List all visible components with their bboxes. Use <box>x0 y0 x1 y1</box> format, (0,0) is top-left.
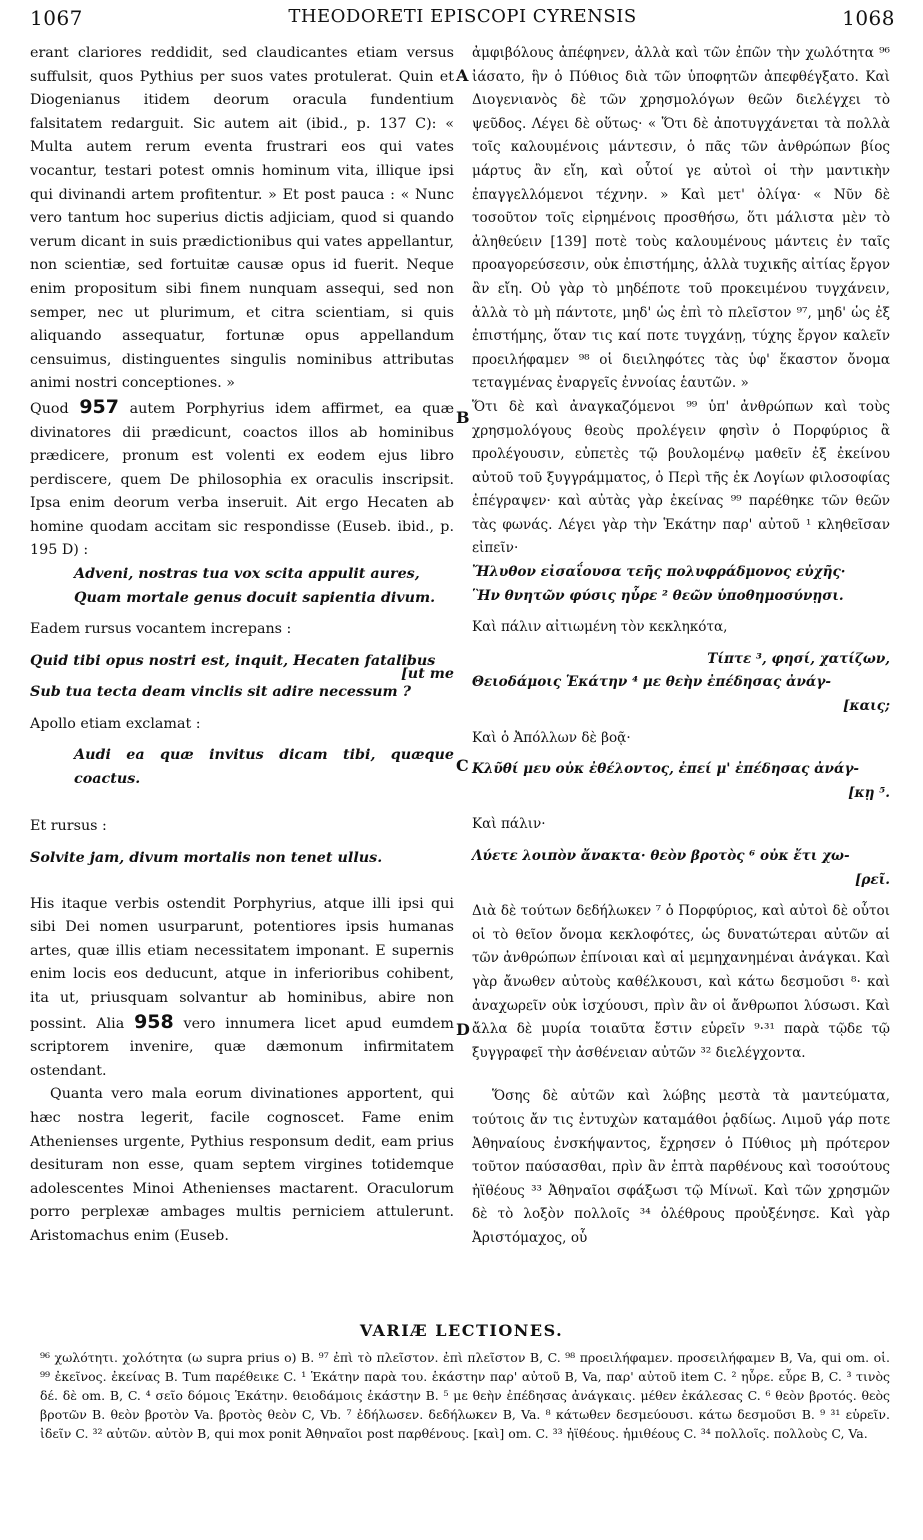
column-number-957: 957 <box>79 395 119 418</box>
latin-line-3: Apollo etiam exclamat : <box>30 715 201 732</box>
latin-line-2: Eadem rursus vocantem increpans : <box>30 621 292 638</box>
greek-paragraph-6: Ὅσης δὲ αὐτῶν καὶ λώβης μεστὰ τὰ μαντεύματα, τούτοις ἄν τις ἐντυχὼν καταμάθοι ῥᾳδίως. Λιμοῦ γάρ ποτε Ἀθηναίους ἐνσκήψαντος, ἔχρησεν ὁ Πύθιος μὴ πρότερον τοῦτον παύσασθαι, πρὶν ἂν ἑπτὰ παρθένους καὶ τοσούτους ἠϊθέους ³³ Ἀθηναῖοι σφάξωσι τῷ Μίνωϊ. Καὶ τῶν χρησμῶν δὲ τὸ λοξὸν πολλοῖς ³⁴ ὀλέθρους προὐξένησε. Καὶ γὰρ Ἀριστόμαχος, οὗ <box>472 1088 890 1246</box>
latin-verse-1a: Adveni, nostras tua vox scita appulit aures, <box>74 566 420 583</box>
greek-paragraph-1: ἀμφιβόλους ἀπέφηνεν, ἀλλὰ καὶ τῶν ἐπῶν τὴν χωλότητα ⁹⁶ ἰάσατο, ἣν ὁ Πύθιος διὰ τῶν ὑποφητῶν ἀπεφθέγξατο. Καὶ Διογενιανὸς δὲ τῶν χρησμολόγων θεῶν διελέγχει τὸ ψεῦδος. Λέγει δὲ οὕτως· « Ὅτι δὲ ἀποτυγχάνεται τὰ πολλὰ τοῖς καλουμένοις μάντεσιν, ὁ πᾶς τῶν ἀνθρώπων βίος μάρτυς ἂν εἴη, καὶ οὗτοί γε αὐτοὶ οἱ τὴν μαντικὴν ἐπαγγελλόμενοι τέχνην. » Καὶ μετ' ὀλίγα· « Νῦν δὲ τοσοῦτον τοῖς εἰρημένοις προσθήσω, ὅτι μάλιστα μὲν τὸ ἀληθεύειν [139] ποτὲ τοὺς καλουμένους μάντεις ἐν ταῖς προαγορεύσεσιν, οὐκ ἐπιστήμης, ἀλλὰ τυχικῆς αἰτίας ἔργον ἂν εἴη. Οὐ γὰρ τὸ μηδέποτε τοῦ προκειμένου τυγχάνειν, ἀλλὰ τὸ μὴ πάντοτε, μηδ' ὡς ἐπὶ τὸ πλεῖστον ⁹⁷, μηδ' ὡς ἐξ ἐπιστήμης, ὅταν τις καί ποτε τυγχάνῃ, τύχης ἔργον καλεῖν προειλήφαμεν ⁹⁸ οἱ διειληφότες τὰς ὑφ' ἕκαστον ὄνομα τεταγμένας ἐναργεῖς ἐννοίας ἑαυτῶν. » <box>472 45 890 392</box>
page-header <box>30 6 895 34</box>
section-marker-a: A <box>456 66 469 85</box>
greek-paragraph-2: Ὅτι δὲ καὶ ἀναγκαζόμενοι ⁹⁹ ὑπ' ἀνθρώπων καὶ τοὺς χρησμολόγους θεοὺς προλέγειν φησὶν ὁ Πορφύριος ἃ προλέγουσιν, εὐπετὲς τῷ βουλομένῳ μαθεῖν ἐξ ἐκείνου αὐτοῦ τοῦ ξυγγράμματος, ὁ Περὶ τῆς ἐκ Λογίων φιλοσοφίας ἐπέγραψεν· καὶ αὐτὰς γὰρ ἐκείνας ⁹⁹ παρέθηκε τῶν θεῶν τὰς φωνάς. Λέγει γὰρ τὴν Ἑκάτην παρ' αὐτοῦ ¹ κληθεῖσαν εἰπεῖν· <box>472 398 890 557</box>
latin-p5-text: His itaque verbis ostendit Porphyrius, atque illi ipsi qui sibi Dei nomen usurparunt, potentiores ipsis humanas artes, quæ illis etiam necessitatem imponant. E supernis enim locis eos deducunt, atque in inferioribus cohibent, ita ut, priusquam solvantur ab hominibus, abire non possint. Alia <box>30 895 454 1032</box>
running-title: THEODORETI EPISCOPI CYRENSIS <box>288 6 637 27</box>
greek-verse-2a: Τίπτε ³, φησί, χατίζων, <box>707 650 890 667</box>
page-number-left: 1067 <box>30 6 83 30</box>
latin-verse-4: Solvite jam, divum mortalis non tenet ullus. <box>30 850 383 866</box>
section-marker-b: B <box>456 408 470 427</box>
latin-p2-pre: Quod <box>30 400 69 417</box>
latin-paragraph-5 <box>30 893 454 1084</box>
latin-verse-2b: Sub tua tecta deam vinclis sit adire necessum ? <box>30 684 411 701</box>
greek-line-3: Καὶ ὁ Ἀπόλλων δὲ βοᾷ· <box>472 729 631 746</box>
variae-lectiones-heading: VARIÆ LECTIONES. <box>359 1321 564 1340</box>
latin-p2-text: autem Porphyrius idem affirmet, ea quæ divinatores dii prædicunt, coactos illos ab hominibus prædicere, pronum est volenti ex eodem ejus libro perdiscere, quem De philosophia ex oraculis inscripsit. Ipsa enim deorum verba inseruit. Ait ergo Hecaten ab homine quodam accitam sic respondisse (Euseb. ibid., p. 195 D) : <box>30 400 455 559</box>
greek-verse-4a: Λύετε λοιπὸν ἄνακτα· θεὸν βροτὸς ⁶ οὐκ ἔτι χω- <box>472 848 850 864</box>
page-number-right: 1068 <box>842 6 895 30</box>
latin-paragraph-2 <box>30 396 454 563</box>
latin-paragraph-6: Quanta vero mala eorum divinationes apportent, qui hæc nostra legerit, facile cognoscet. Fame enim Athenienses urgente, Pythius responsum dedit, eam prius desituram non esse, quam septem virgines totidemque adolescentes Minoi Athenienses mactarent. Oraculorum porro perplexæ ambages multis perniciem attulerunt. Aristomachus enim (Euseb. <box>30 1086 454 1244</box>
greek-verse-3a: Κλῦθί μευ οὐκ ἐθέλοντος, ἐπεί μ' ἐπέδησας ἀνάγ- <box>472 761 860 778</box>
latin-p5b-text: vero innumera licet apud eumdem scriptorem invenire, quæ dæmonum infirmitatem ostendant. <box>30 1015 454 1079</box>
greek-verse-2c: [καις; <box>843 698 890 715</box>
latin-verse-1b: Quam mortale genus docuit sapientia divum. <box>74 589 436 606</box>
section-marker-c: C <box>456 756 469 775</box>
latin-paragraph-1: erant clariores reddidit, sed claudicantes etiam versus suffulsit, quos Pythius per suos vates protulerat. Quin et Diogenianus itidem deorum oracula fundentium falsitatem redarguit. Sic autem ait (ibid., p. 137 C): « Multa autem rerum eventa frustrari eos qui vates vocantur, testari potest omnis hominum vita, illique ipsi qui divinandi artem profitentur. » Et post pauca : « Nunc vero tantum hoc superius dictis adjiciam, quod si quando verum dicant in suis prædictionibus qui vates appellantur, non scientiæ, sed fortuitæ causæ opus id fuerit. Neque enim propositum sibi finem nunquam assequi, sed non semper, nec ut plurimum, et citra scientiam, si quis aliquando assequatur, fortunæ opus appellandum censuimus, distinguentes singulis nominibus attributas animi nostri conceptiones. » <box>30 45 454 392</box>
latin-verse-2a-cont: [ut me <box>401 666 454 683</box>
greek-line-2: Καὶ πάλιν αἰτιωμένη τὸν κεκληκότα, <box>472 619 728 636</box>
variae-lectiones-notes: ⁹⁶ χωλότητι. χολότητα (ω supra prius ο) B. ⁹⁷ ἐπὶ τὸ πλεῖστον. ἐπὶ πλεῖστον B, C. ⁹⁸ προειλήφαμεν. προσειλήφαμεν B, Va, qui om. οἱ. ⁹⁹ ἐκεῖνος. ἐκείνας B. Tum παρέθεικε C. ¹ Ἑκάτην παρὰ του. ἑκάστην παρ' αὐτοῦ B, Va, παρ' αὐτοῦ item C. ² ηὗρε. εὗρε B, C. ³ τινὸς δέ. δὲ om. B, C. ⁴ σεῖο δόμοις Ἑκάτην. θειοδάμοις ἑκάστην B. ⁵ με θεὴν ἐπέδησας ἀνάγκαις. μέθεν ἐκάλεσας C. ⁶ θεὸν βροτός. θεὸς βροτῶν B. θεὸν βροτὸν Va. βροτὸς θεὸν C, Vb. ⁷ ἐδήλωσεν. δεδήλωκεν B, Va. ⁸ κάτωθεν δεσμεύουσι. κάτω δεσμοῦσι B. ⁹ ³¹ εὑρεῖν. ἰδεῖν C. ³² αὐτῶν. αὐτὸν B, qui mox ponit Ἀθηναῖοι post παρθένους. [καὶ] om. C. ³³ ἠϊθέους. ἡμιθέους C. ³⁴ πολλοῖς. πολλοὺς C, Va. <box>40 1350 890 1441</box>
greek-verse-1b: Ἣν θνητῶν φύσις ηὗρε ² θεῶν ὑποθημοσύνῃσι. <box>472 587 844 604</box>
greek-verse-2b: Θειοδάμοις Ἑκάτην ⁴ με θεὴν ἐπέδησας ἀνάγ- <box>472 674 831 691</box>
latin-column <box>30 42 454 1249</box>
greek-column <box>472 42 890 1251</box>
greek-paragraph-5: Διὰ δὲ τούτων δεδήλωκεν ⁷ ὁ Πορφύριος, καὶ αὐτοὶ δὲ οὗτοι οἱ τὸ θεῖον ὄνομα κεκλοφότες, ὡς δυνατώτεραι αὐτῶν αἱ τῶν ἀνθρώπων ἐπίνοιαι καὶ αἱ μεμηχανημέναι ἀνάγκαι. Καὶ γὰρ ἄνωθεν αὐτοὺς καθέλκουσι, καὶ κάτω δεσμοῦσι ⁸· καὶ ἀναχωρεῖν οὐκ ἰσχύουσι, πρὶν ἂν οἱ ἄνθρωποι λύσωσι. Καὶ ἄλλα δὲ μυρία τοιαῦτα ἔστιν εὑρεῖν ⁹·³¹ παρὰ τῷδε τῷ ξυγγραφεῖ τὴν ἀσθένειαν αὐτῶν ³² διελέγχοντα. <box>472 903 890 1061</box>
greek-line-4: Καὶ πάλιν· <box>472 816 546 833</box>
latin-verse-3: Audi ea quæ invitus dicam tibi, quæque coactus. <box>74 747 454 787</box>
greek-verse-3b: [κῃ ⁵. <box>848 784 890 801</box>
latin-verse-2a: Quid tibi opus nostri est, inquit, Hecaten fatalibus <box>30 652 436 669</box>
greek-verse-1a: Ἤλυθον εἰσαΐουσα τεῆς πολυφράδμονος εὐχῆς· <box>472 564 846 581</box>
greek-verse-4b: [ρεῖ. <box>854 871 890 888</box>
latin-line-4: Et rursus : <box>30 818 107 835</box>
column-number-958: 958 <box>134 1010 174 1033</box>
section-marker-d: D <box>456 1020 470 1039</box>
